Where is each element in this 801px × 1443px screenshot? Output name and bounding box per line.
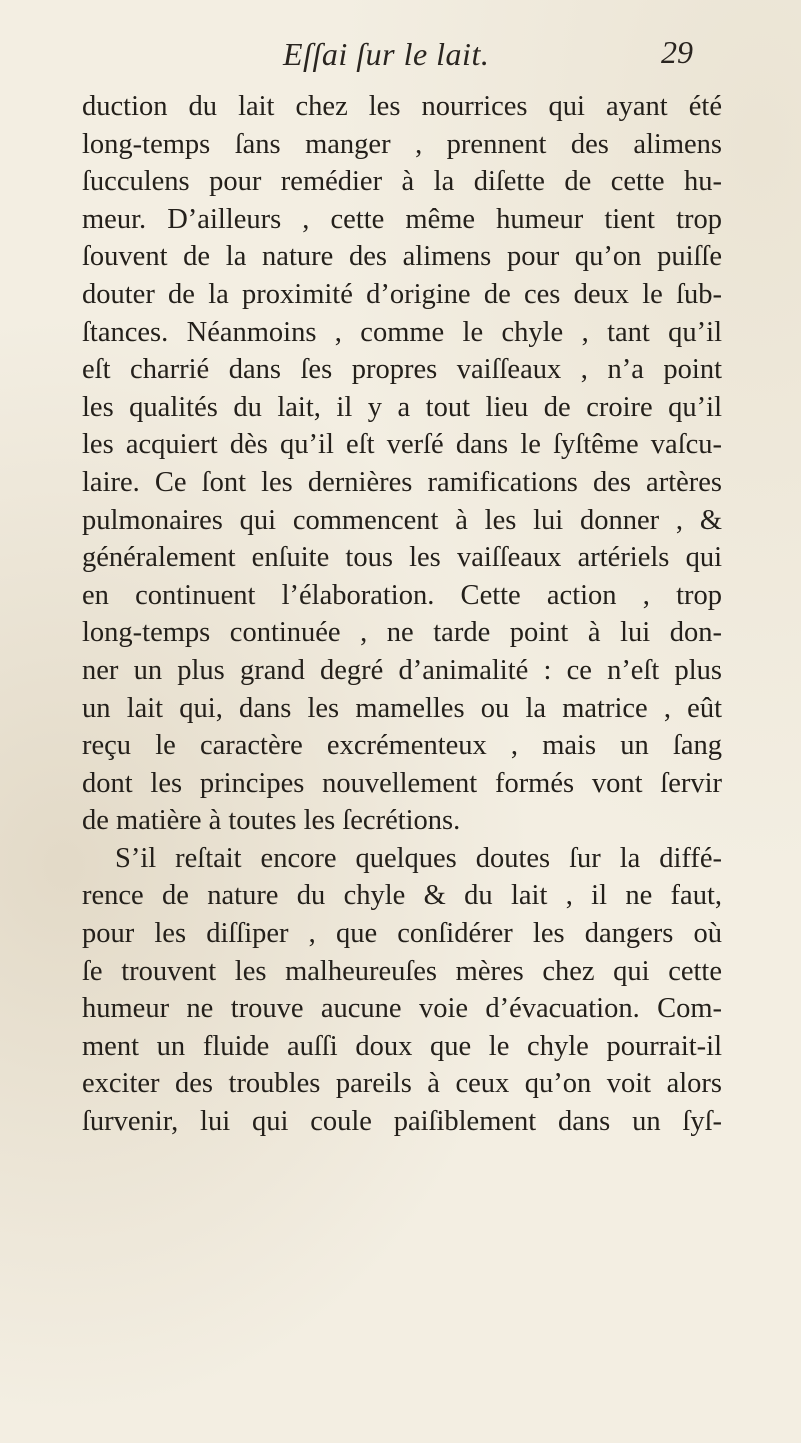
text-line: laire. Ce ſont les dernières ramifications des artères [82,466,722,498]
text-line: meur. D’ailleurs , cette même humeur tient trop [82,203,722,235]
text-line: un lait qui, dans les mamelles ou la matrice , eût [82,692,722,724]
text-line: rence de nature du chyle & du lait , il ne faut, [82,880,722,912]
text-line: duction du lait chez les nourrices qui ayant été [82,91,722,122]
text-line: pour les diſſiper , que conſidérer les dangers où [82,918,722,950]
body-text [82,88,722,1141]
text-line: de matière à toutes les ſecrétions. [82,805,461,837]
text-line: les qualités du lait, il y a tout lieu de croire qu’il [82,391,722,423]
text-line: humeur ne trouve aucune voie d’évacuation. Com- [82,993,722,1025]
text-line: généralement enſuite tous les vaiſſeaux artériels qui [82,542,722,574]
page-number: 29 [661,34,693,70]
text-line: les acquiert dès qu’il eſt verſé dans le ſyſtême vaſcu- [82,429,722,461]
text-line: eſt charrié dans ſes propres vaiſſeaux , n’a point [82,354,722,386]
text-line: long-temps continuée , ne tarde point à lui don- [82,617,722,649]
page-header [0,26,801,76]
text-line: ment un fluide auſſi doux que le chyle pourrait-il [82,1030,722,1062]
text-line: exciter des troubles pareils à ceux qu’on voit alors [82,1068,722,1100]
text-line: en continuent l’élaboration. Cette action , trop [82,579,722,611]
text-line: ſucculens pour remédier à la diſette de cette hu- [82,166,722,198]
text-line: ner un plus grand degré d’animalité : ce n’eſt plus [82,654,722,686]
text-line: ſe trouvent les malheureuſes mères chez qui cette [82,955,722,987]
text-line: ſouvent de la nature des alimens pour qu’on puiſſe [82,241,722,273]
text-line: ſtances. Néanmoins , comme le chyle , tant qu’il [82,316,722,348]
text-line: ſurvenir, lui qui coule paiſiblement dans un ſyſ- [82,1106,722,1138]
text-line: S’il reſtait encore quelques doutes ſur la diffé- [115,842,722,874]
text-line: douter de la proximité d’origine de ces deux le ſub- [82,278,722,310]
text-line: reçu le caractère excrémenteux , mais un ſang [82,730,722,762]
running-title: Eſſai ſur le lait. [283,36,490,72]
text-line: dont les principes nouvellement formés vont ſervir [82,767,722,799]
text-line: pulmonaires qui commencent à les lui donner , & [82,504,722,536]
text-line: long-temps ſans manger , prennent des alimens [82,128,722,160]
